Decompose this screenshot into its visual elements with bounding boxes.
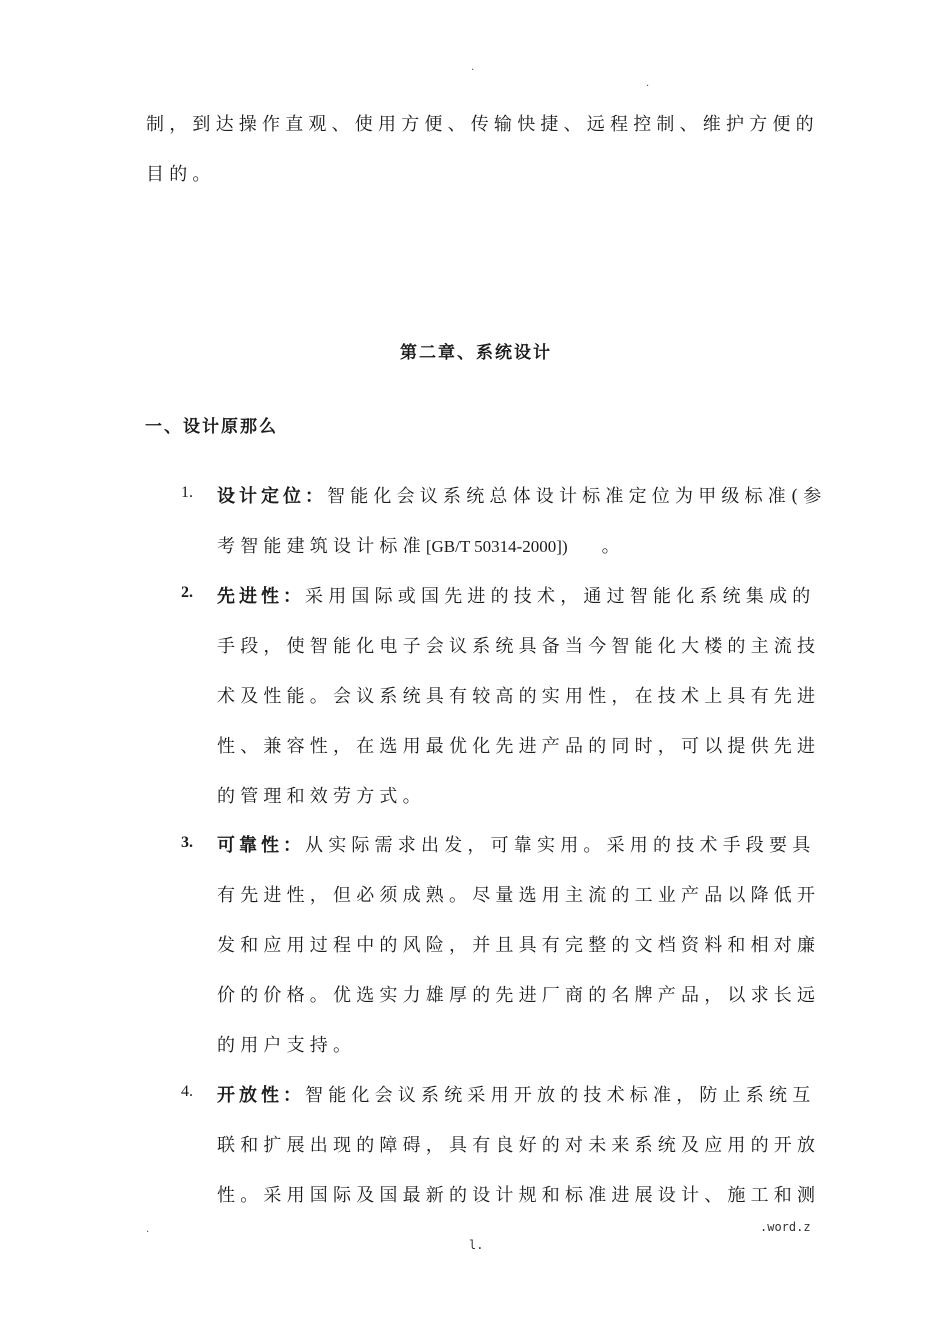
section-title: 一、设计原那么: [145, 417, 278, 437]
item-number: 2.: [181, 584, 193, 601]
item-text: 智能化会议系统总体设计标准定位为甲级标准(参: [327, 486, 827, 507]
list-item-line: [217, 482, 826, 508]
item-number: 4.: [181, 1083, 193, 1100]
item-line: 的用户支持。: [217, 1035, 357, 1056]
list-item-line: [217, 831, 815, 857]
page-number: l.: [469, 1238, 484, 1252]
item-line: 手段，使智能化电子会议系统具备当今智能化大楼的主流技: [217, 636, 821, 657]
list-item-line: [217, 582, 815, 608]
footer-watermark: .word.z: [760, 1220, 811, 1234]
list-item-line: [217, 1081, 815, 1107]
item-text: 采用国际或国先进的技术，通过智能化系统集成的: [305, 586, 816, 607]
item-line: 性。采用国际及国最新的设计规和标准进展设计、施工和测: [217, 1185, 821, 1206]
item-text: 考智能建筑设计标准: [217, 536, 426, 557]
item-line: 发和应用过程中的风险，并且具有完整的文档资料和相对廉: [217, 935, 821, 956]
standard-code: [GB/T 50314-2000]): [425, 537, 568, 556]
header-dot-right: .: [646, 78, 650, 89]
item-line: 性、兼容性，在选用最优化先进产品的同时，可以提供先进: [217, 736, 821, 757]
item-number: 3.: [181, 834, 193, 851]
item-text: 。: [601, 536, 625, 557]
list-item-line: [217, 532, 625, 558]
item-number: 1.: [181, 484, 193, 501]
item-line: 价的价格。优选实力雄厚的先进厂商的名牌产品，以求长远: [217, 985, 821, 1006]
item-term: 开放性：: [217, 1085, 305, 1106]
item-term: 先进性：: [217, 586, 305, 607]
intro-line-1: 制，到达操作直观、使用方便、传输快捷、远程控制、维护方便的: [146, 114, 819, 135]
chapter-title: 第二章、系统设计: [400, 343, 552, 363]
footer-left-dot: .: [146, 1224, 150, 1235]
item-term: 设计定位：: [217, 486, 327, 507]
item-line: 术及性能。会议系统具有较高的实用性，在技术上具有先进: [217, 686, 821, 707]
item-line: 联和扩展出现的障碍，具有良好的对未来系统及应用的开放: [217, 1135, 821, 1156]
intro-line-2: 目的。: [146, 164, 216, 185]
item-line: 有先进性，但必须成熟。尽量选用主流的工业产品以降低开: [217, 885, 821, 906]
item-line: 的管理和效劳方式。: [217, 786, 426, 807]
item-text: 智能化会议系统采用开放的技术标准，防止系统互: [305, 1085, 816, 1106]
item-text: 从实际需求出发，可靠实用。采用的技术手段要具: [305, 835, 816, 856]
item-term: 可靠性：: [217, 835, 305, 856]
header-dot-center: .: [471, 62, 475, 73]
